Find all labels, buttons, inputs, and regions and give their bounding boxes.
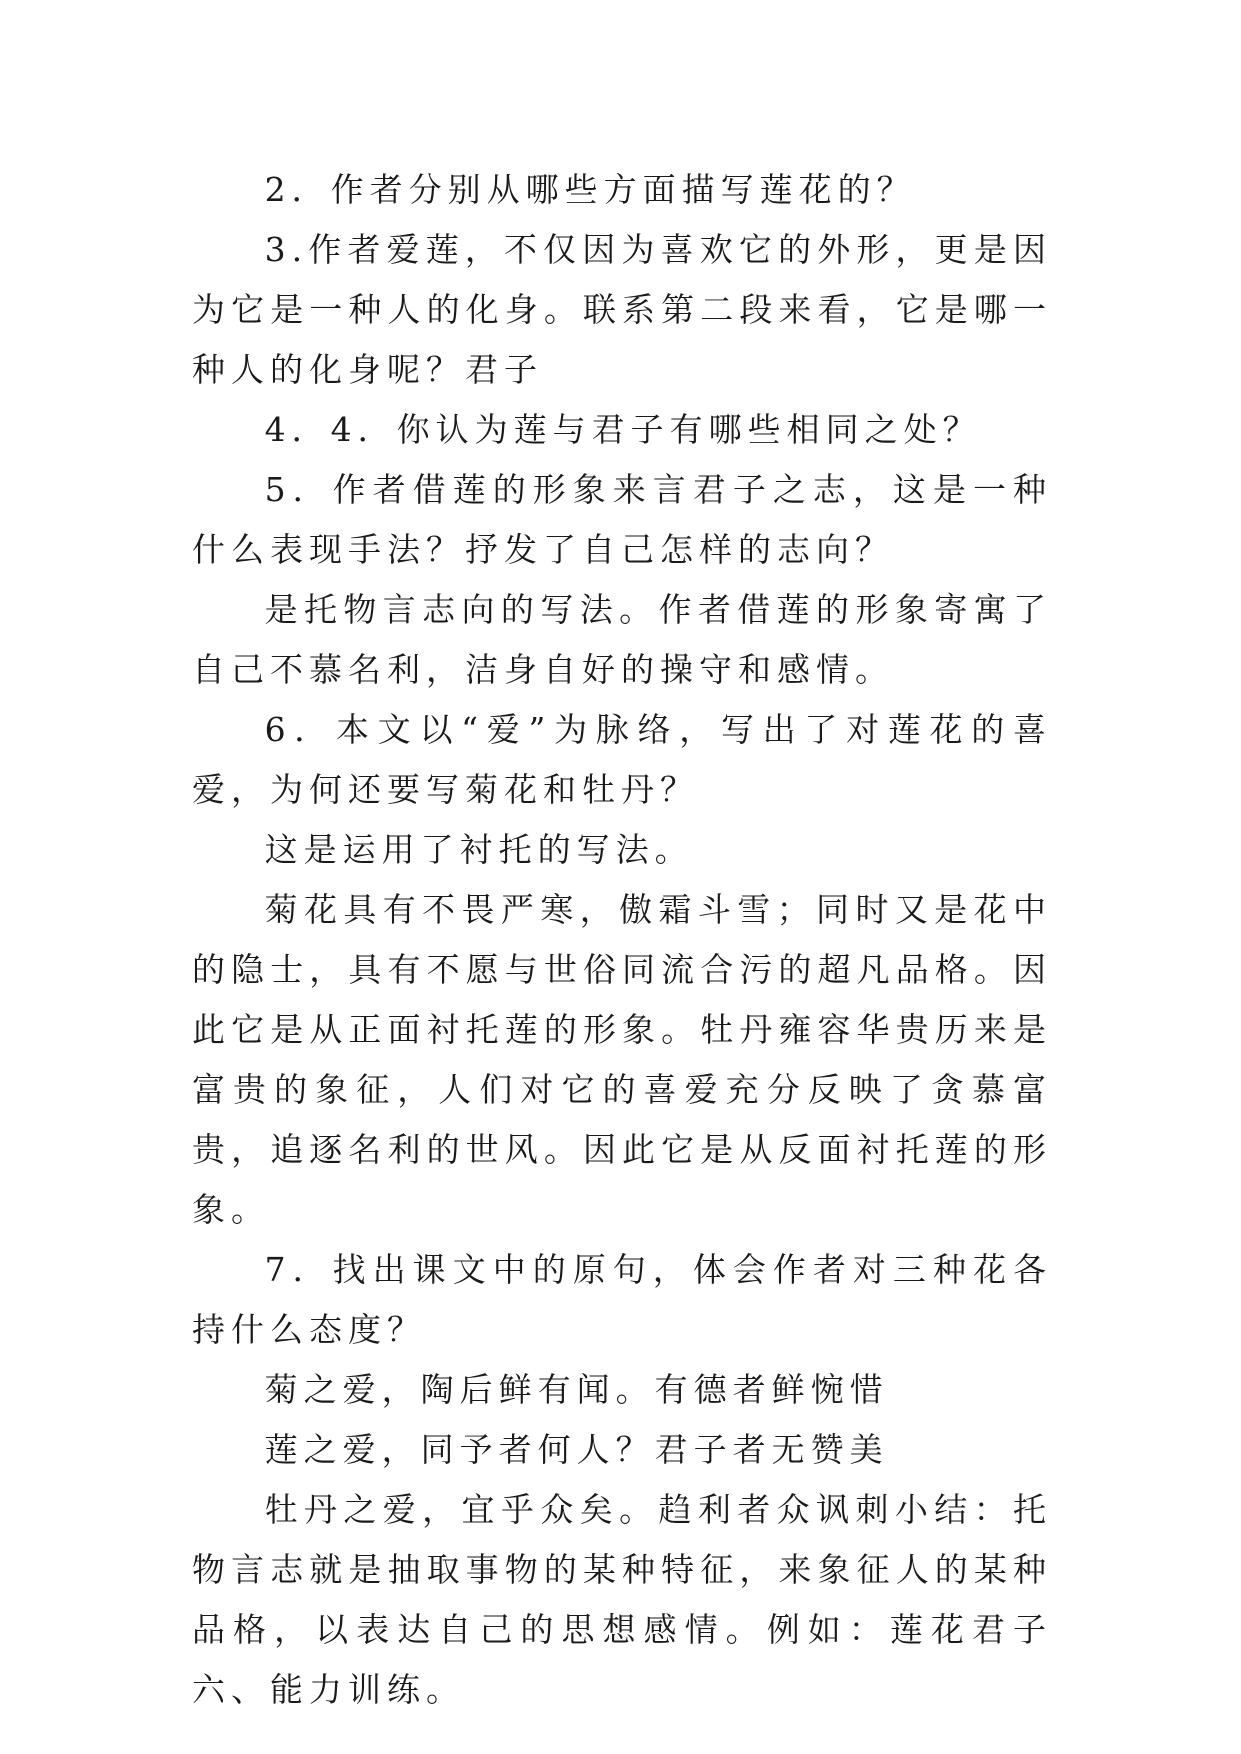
paragraph-answer-7-lotus: 莲之爱，同予者何人？君子者无赞美 bbox=[264, 1430, 889, 1469]
paragraph-answer-6: 这是运用了衬托的写法。 bbox=[264, 830, 694, 869]
paragraph-question-6: 6．本文以“爱”为脉络，写出了对莲花的喜爱，为何还要写菊花和牡丹？ bbox=[192, 710, 1052, 809]
paragraph-question-4: 4．4．你认为莲与君子有哪些相同之处？ bbox=[264, 410, 982, 449]
paragraph-answer-5: 是托物言志向的写法。作者借莲的形象寄寓了自己不慕名利，洁身自好的操守和感情。 bbox=[192, 590, 1052, 689]
paragraph-answer-7-chrysanthemum: 菊之爱，陶后鲜有闻。有德者鲜惋惜 bbox=[264, 1370, 889, 1409]
paragraph-answer-7-peony-summary: 牡丹之爱，宜乎众矣。趋利者众讽刺小结：托物言志就是抽取事物的某种特征，来象征人的某种品格，以表达自己的思想感情。例如：莲花君子六、能力训练。 bbox=[192, 1490, 1052, 1709]
paragraph-question-2: 2．作者分别从哪些方面描写莲花的？ bbox=[264, 170, 916, 209]
paragraph-answer-6-detail: 菊花具有不畏严寒，傲霜斗雪；同时又是花中的隐士，具有不愿与世俗同流合污的超凡品格。因此它是从正面衬托莲的形象。牡丹雍容华贵历来是富贵的象征，人们对它的喜爱充分反映了贪慕富贵，追逐名利的世风。因此它是从反面衬托莲的形象。 bbox=[192, 890, 1052, 1229]
paragraph-question-3: 3.作者爱莲，不仅因为喜欢它的外形，更是因为它是一种人的化身。联系第二段来看，它是哪一种人的化身呢？君子 bbox=[192, 230, 1052, 389]
document-body bbox=[192, 160, 1052, 1720]
paragraph-question-7: 7．找出课文中的原句，体会作者对三种花各持什么态度？ bbox=[192, 1250, 1052, 1349]
paragraph-question-5: 5．作者借莲的形象来言君子之志，这是一种什么表现手法？抒发了自己怎样的志向？ bbox=[192, 470, 1052, 569]
